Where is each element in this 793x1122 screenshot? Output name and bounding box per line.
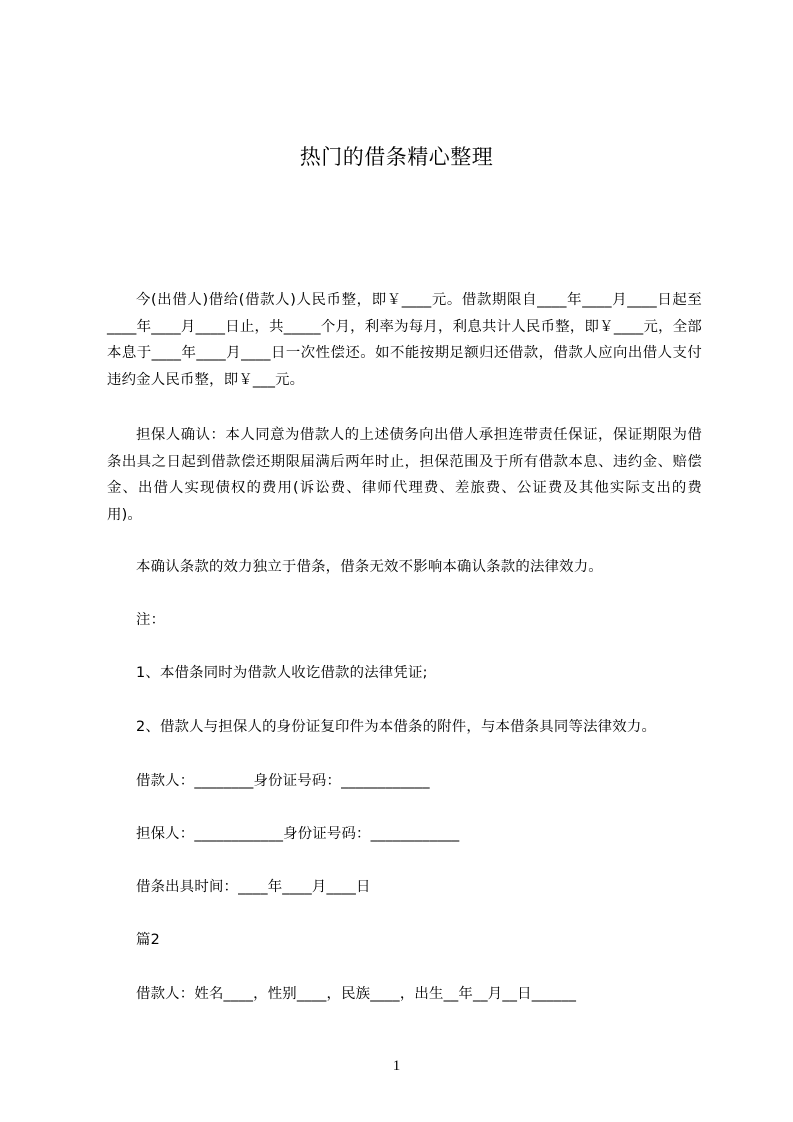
issue-date-line: 借条出具时间：____年____月____日 [136, 879, 371, 895]
loan-terms-paragraph: 今(出借人)借给(借款人)人民币整，即￥____元。借款期限自____年____月____日起至____年____月____日止，共_____个月，利率为每月，利息共计人民币整，即￥____元，全部本息于____年____月____日一次性偿还。如不能按期足额归还借款，借款人应向出借人支付违约金人民币整，即￥___元。 [107, 292, 702, 388]
note-item-2: 2、借款人与担保人的身份证复印件为本借条的附件，与本借条具同等法律效力。 [136, 719, 657, 735]
guarantor-confirmation-paragraph: 担保人确认：本人同意为借款人的上述债务向出借人承担连带责任保证，保证期限为借条出具之日起到借款偿还期限届满后两年时止，担保范围及于所有借款本息、违约金、赔偿金、出借人实现债权的费用(诉讼费、律师代理费、差旅费、公证费及其他实际支出的费用)。 [107, 427, 702, 523]
document-title: 热门的借条精心整理 [299, 145, 494, 169]
guarantor-signature-line: 担保人：____________身份证号码：____________ [136, 826, 460, 842]
note-heading: 注： [136, 612, 166, 628]
clause-independence-line: 本确认条款的效力独立于借条，借条无效不影响本确认条款的法律效力。 [136, 559, 603, 575]
borrower-info-line: 借款人：姓名____，性别____，民族____，出生__年__月__日______ [136, 986, 577, 1002]
borrower-signature-line: 借款人：________身份证号码：____________ [136, 773, 430, 789]
section-heading-2: 篇2 [136, 932, 160, 948]
note-item-1: 1、本借条同时为借款人收讫借款的法律凭证; [136, 665, 428, 681]
page-number: 1 [392, 1058, 401, 1074]
